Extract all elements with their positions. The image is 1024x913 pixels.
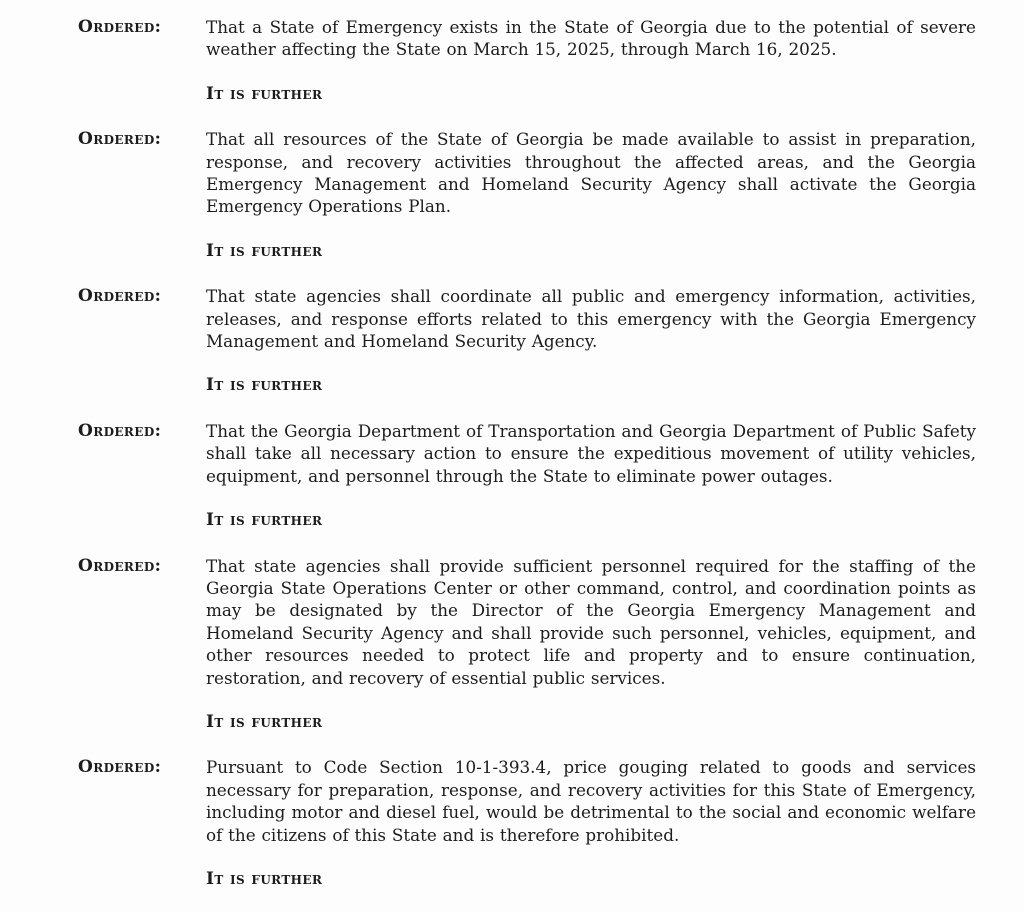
order-paragraph: That state agencies shall provide sufficient personnel required for the staffing of the Georgia State Operations Center or other command, control, and coordination points as may be designated by the Director of the Georgia Emergency Management and Homeland Security Agency and shall provide such personnel, vehicles, equipment, and other resources needed to protect life and property and to ensure continuation, restoration, and recovery of essential public services.	[206, 555, 976, 688]
order-content	[206, 16, 976, 128]
order-content	[206, 756, 976, 913]
order-content	[206, 555, 976, 757]
order-section-5	[78, 555, 976, 757]
order-section-4	[78, 420, 976, 555]
it-is-further-line: It is further	[206, 240, 323, 261]
ordered-label: Ordered:	[78, 17, 162, 37]
it-is-further-line: It is further	[206, 868, 323, 889]
order-paragraph: That all resources of the State of Georgia be made available to assist in preparation, response, and recovery activities throughout the affected areas, and the Georgia Emergency Management and Homeland Security Agency shall activate the Georgia Emergency Operations Plan.	[206, 129, 976, 217]
it-is-further-line: It is further	[206, 510, 323, 531]
ordered-label: Ordered:	[78, 129, 162, 150]
order-paragraph: That state agencies shall coordinate all public and emergency information, activities, releases, and response efforts related to this emergency with the Georgia Emergency Management and Homeland Security Agency.	[206, 286, 976, 352]
it-is-further-line: It is further	[206, 83, 323, 104]
order-section-2	[78, 128, 976, 285]
ordered-label: Ordered:	[78, 555, 162, 576]
ordered-label: Ordered:	[78, 757, 162, 778]
order-paragraph: That the Georgia Department of Transportation and Georgia Department of Public Safety shall take all necessary action to ensure the expeditious movement of utility vehicles, equipment, and personnel through the State to eliminate power outages.	[206, 420, 976, 486]
order-paragraph: Pursuant to Code Section 10-1-393.4, price gouging related to goods and services necessary for preparation, response, and recovery activities for this State of Emergency, including motor and diesel fuel, would be detrimental to the social and economic welfare of the citizens of this State and is therefore prohibited.	[206, 757, 976, 845]
order-content	[206, 285, 976, 420]
order-section-1	[78, 16, 976, 128]
order-section-6	[78, 756, 976, 913]
ordered-label: Ordered:	[78, 286, 162, 307]
order-content	[206, 128, 976, 285]
order-section-3	[78, 285, 976, 420]
ordered-label: Ordered:	[78, 420, 162, 441]
it-is-further-line: It is further	[206, 375, 323, 396]
order-content	[206, 420, 976, 555]
order-paragraph: That a State of Emergency exists in the State of Georgia due to the potential of severe weather affecting the State on March 15, 2025, through March 16, 2025.	[206, 17, 976, 60]
it-is-further-line: It is further	[206, 711, 323, 732]
